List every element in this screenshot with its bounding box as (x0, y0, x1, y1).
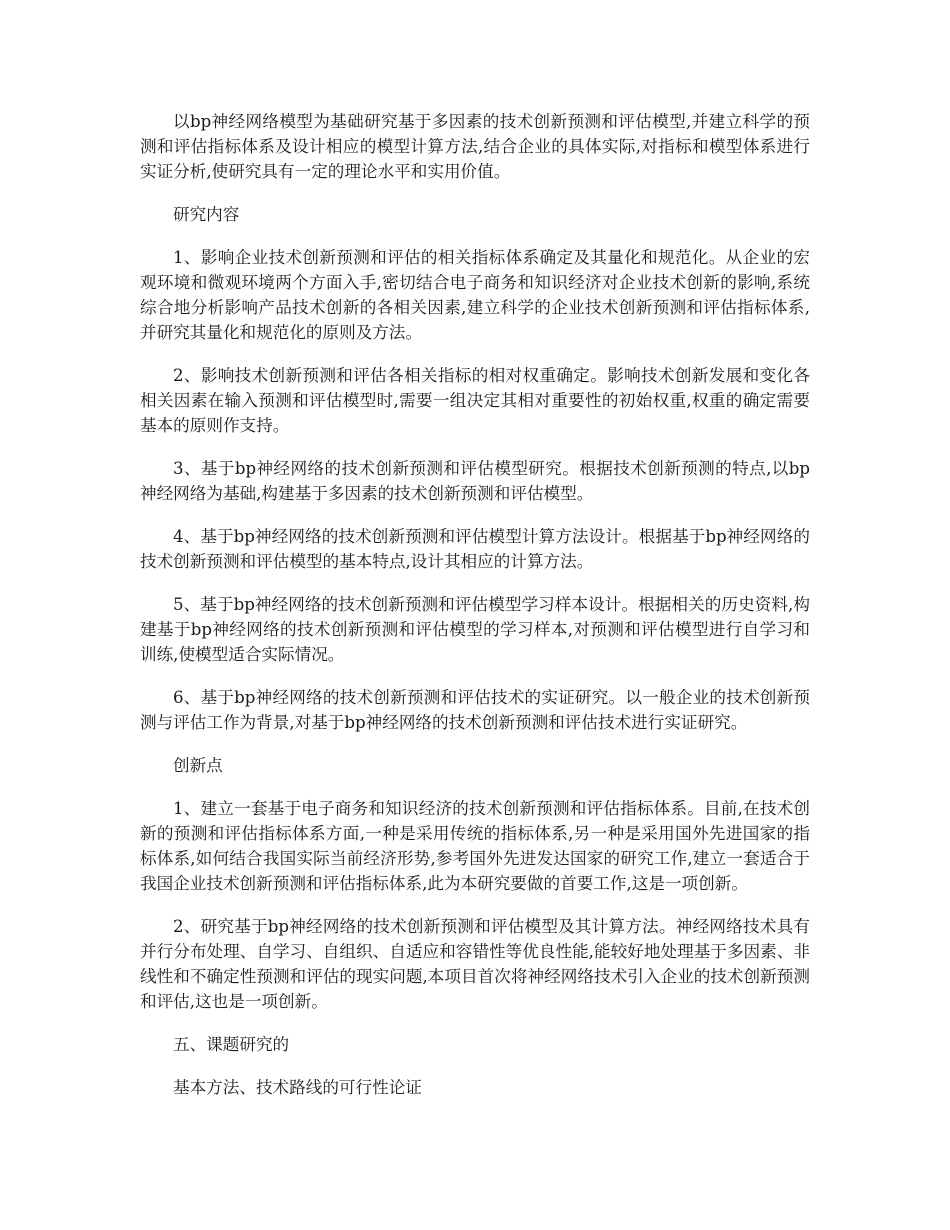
research-item-3: 3、基于bp神经网络的技术创新预测和评估模型研究。根据技术创新预测的特点,以bp神经网络为基础,构建基于多因素的技术创新预测和评估模型。 (140, 459, 810, 503)
research-item-2: 2、影响技术创新预测和评估各相关指标的相对权重确定。影响技术创新发展和变化各相关因素在输入预测和评估模型时,需要一组决定其相对重要性的初始权重,权重的确定需要基本的原则作支持。 (140, 366, 810, 435)
section-heading-methods: 基本方法、技术路线的可行性论证 (173, 1078, 422, 1097)
research-item-5: 5、基于bp神经网络的技术创新预测和评估模型学习样本设计。根据相关的历史资料,构建基于bp神经网络的技术创新预测和评估模型的学习样本,对预测和评估模型进行自学习和训练,使模型适合实际情况。 (140, 595, 810, 664)
section-heading-research-content: 研究内容 (173, 205, 240, 224)
section-heading-five: 五、课题研究的 (173, 1035, 290, 1054)
document-body (140, 109, 810, 1118)
research-item-6: 6、基于bp神经网络的技术创新预测和评估技术的实证研究。以一般企业的技术创新预测与评估工作为背景,对基于bp神经网络的技术创新预测和评估技术进行实证研究。 (140, 688, 810, 732)
intro-paragraph: 以bp神经网络模型为基础研究基于多因素的技术创新预测和评估模型,并建立科学的预测和评估指标体系及设计相应的模型计算方法,结合企业的具体实际,对指标和模型体系进行实证分析,使研究具有一定的理论水平和实用价值。 (140, 112, 810, 181)
section-heading-innovation: 创新点 (173, 756, 223, 775)
innovation-item-2: 2、研究基于bp神经网络的技术创新预测和评估模型及其计算方法。神经网络技术具有并行分布处理、自学习、自组织、自适应和容错性等优良性能,能较好地处理基于多因素、非线性和不确定性预测和评估的现实问题,本项目首次将神经网络技术引入企业的技术创新预测和评估,这也是一项创新。 (140, 917, 810, 1011)
research-item-4: 4、基于bp神经网络的技术创新预测和评估模型计算方法设计。根据基于bp神经网络的技术创新预测和评估模型的基本特点,设计其相应的计算方法。 (140, 527, 810, 571)
research-item-1: 1、影响企业技术创新预测和评估的相关指标体系确定及其量化和规范化。从企业的宏观环境和微观环境两个方面入手,密切结合电子商务和知识经济对企业技术创新的影响,系统综合地分析影响产品技术创新的各相关因素,建立科学的企业技术创新预测和评估指标体系,并研究其量化和规范化的原则及方法。 (140, 248, 810, 342)
innovation-item-1: 1、建立一套基于电子商务和知识经济的技术创新预测和评估指标体系。目前,在技术创新的预测和评估指标体系方面,一种是采用传统的指标体系,另一种是采用国外先进国家的指标体系,如何结合我国实际当前经济形势,参考国外先进发达国家的研究工作,建立一套适合于我国企业技术创新预测和评估指标体系,此为本研究要做的首要工作,这是一项创新。 (140, 799, 810, 893)
